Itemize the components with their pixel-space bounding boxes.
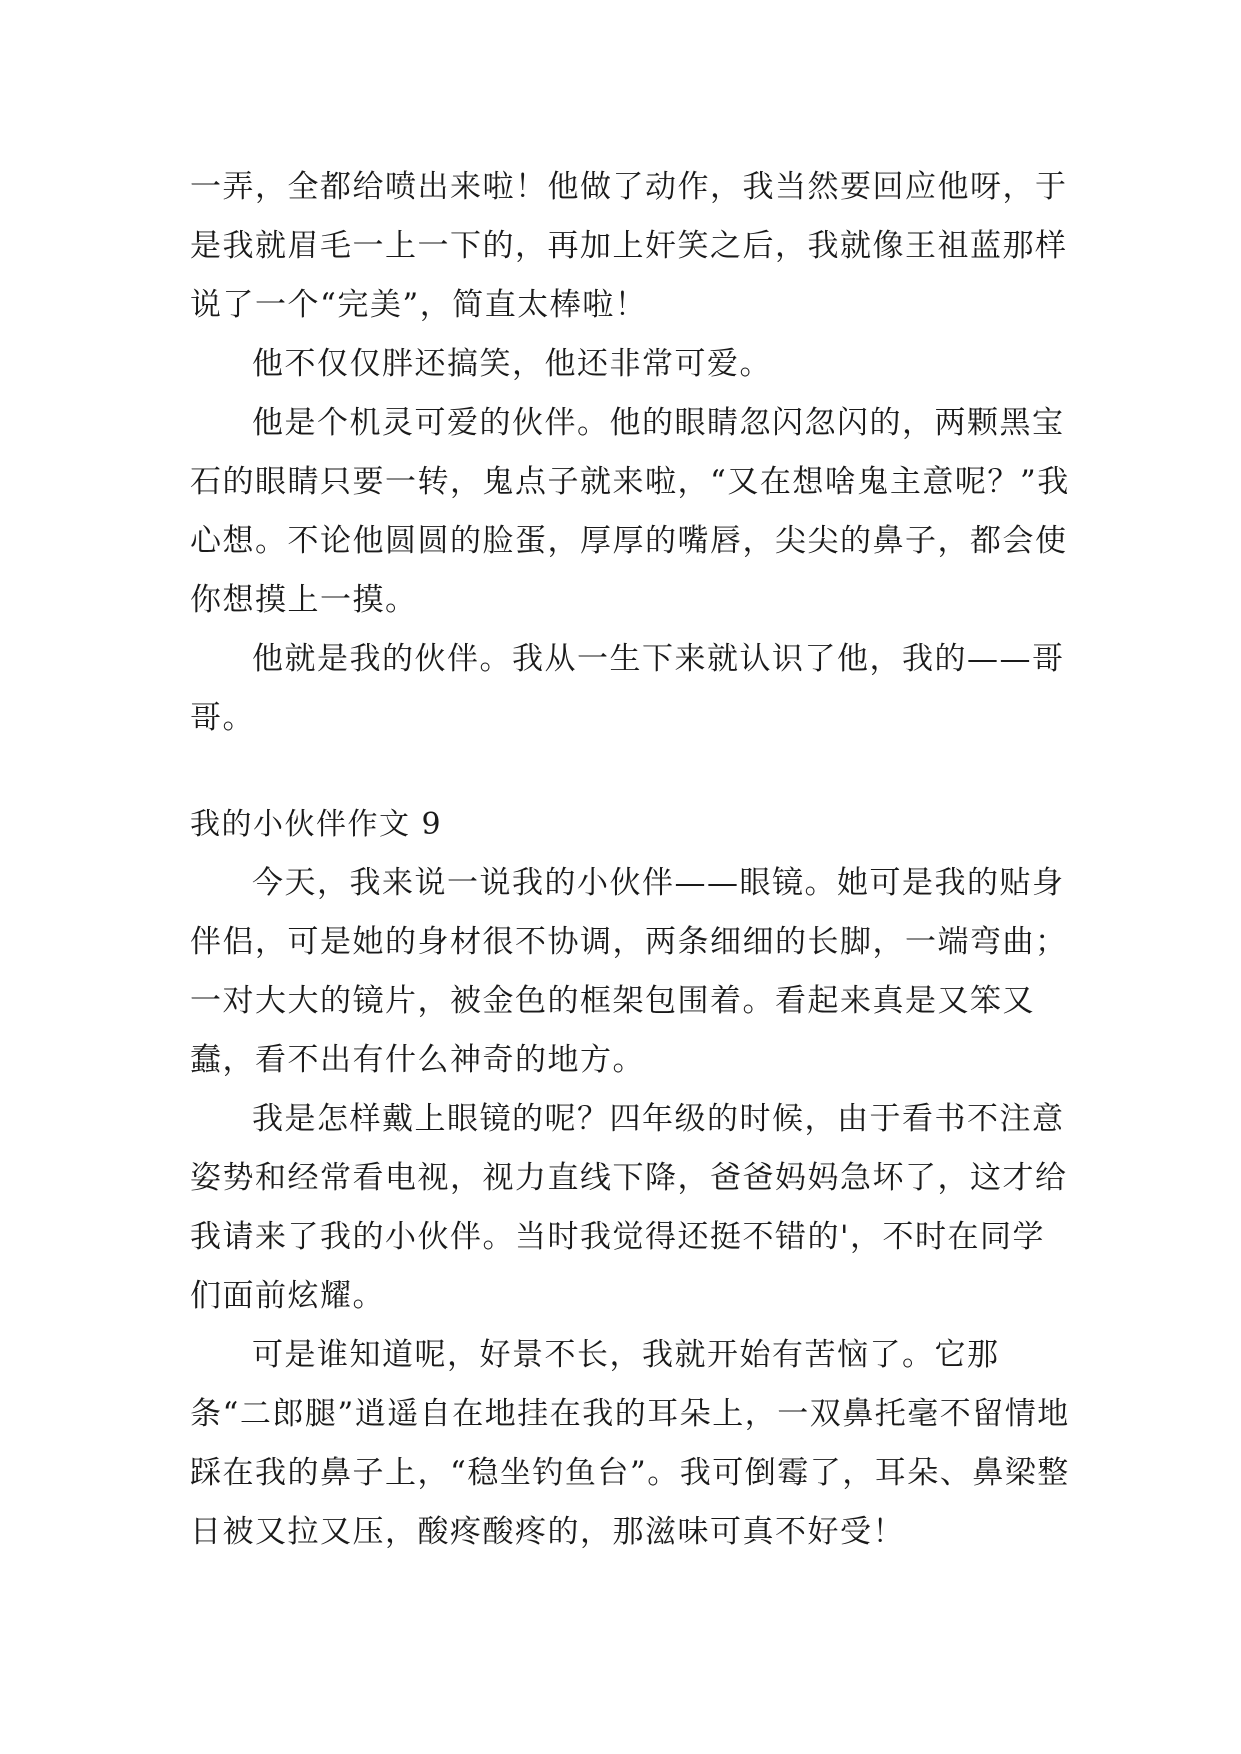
paragraph-4: 他就是我的伙伴。我从一生下来就认识了他，我的——哥哥。 — [190, 641, 1065, 736]
section-title: 我的小伙伴作文 9 — [190, 807, 443, 842]
paragraph-1: 一弄，全都给喷出来啦！他做了动作，我当然要回应他呀，于是我就眉毛一上一下的，再加上奸笑之后，我就像王祖蓝那样说了一个“完美”，简直太棒啦！ — [190, 169, 1068, 323]
paragraph-3: 他是个机灵可爱的伙伴。他的眼睛忽闪忽闪的，两颗黑宝石的眼睛只要一转，鬼点子就来啦，“又在想啥鬼主意呢？”我心想。不论他圆圆的脸蛋，厚厚的嘴唇，尖尖的鼻子，都会使你想摸上一摸。 — [190, 405, 1070, 618]
paragraph-7: 可是谁知道呢，好景不长，我就开始有苦恼了。它那条“二郎腿”逍遥自在地挂在我的耳朵上，一双鼻托毫不留情地踩在我的鼻子上，“稳坐钓鱼台”。我可倒霉了，耳朵、鼻梁整日被又拉又压，酸疼酸疼的，那滋味可真不好受！ — [190, 1337, 1070, 1550]
paragraph-6: 我是怎样戴上眼镜的呢？四年级的时候，由于看书不注意姿势和经常看电视，视力直线下降，爸爸妈妈急坏了，这才给我请来了我的小伙伴。当时我觉得还挺不错的'，不时在同学们面前炫耀。 — [190, 1101, 1068, 1314]
paragraph-2: 他不仅仅胖还搞笑，他还非常可爱。 — [252, 346, 772, 382]
document-body — [190, 158, 1070, 1562]
paragraph-5: 今天，我来说一说我的小伙伴——眼镜。她可是我的贴身伴侣，可是她的身材很不协调，两条细细的长脚，一端弯曲；一对大大的镜片，被金色的框架包围着。看起来真是又笨又蠢，看不出有什么神奇的地方。 — [190, 865, 1068, 1078]
